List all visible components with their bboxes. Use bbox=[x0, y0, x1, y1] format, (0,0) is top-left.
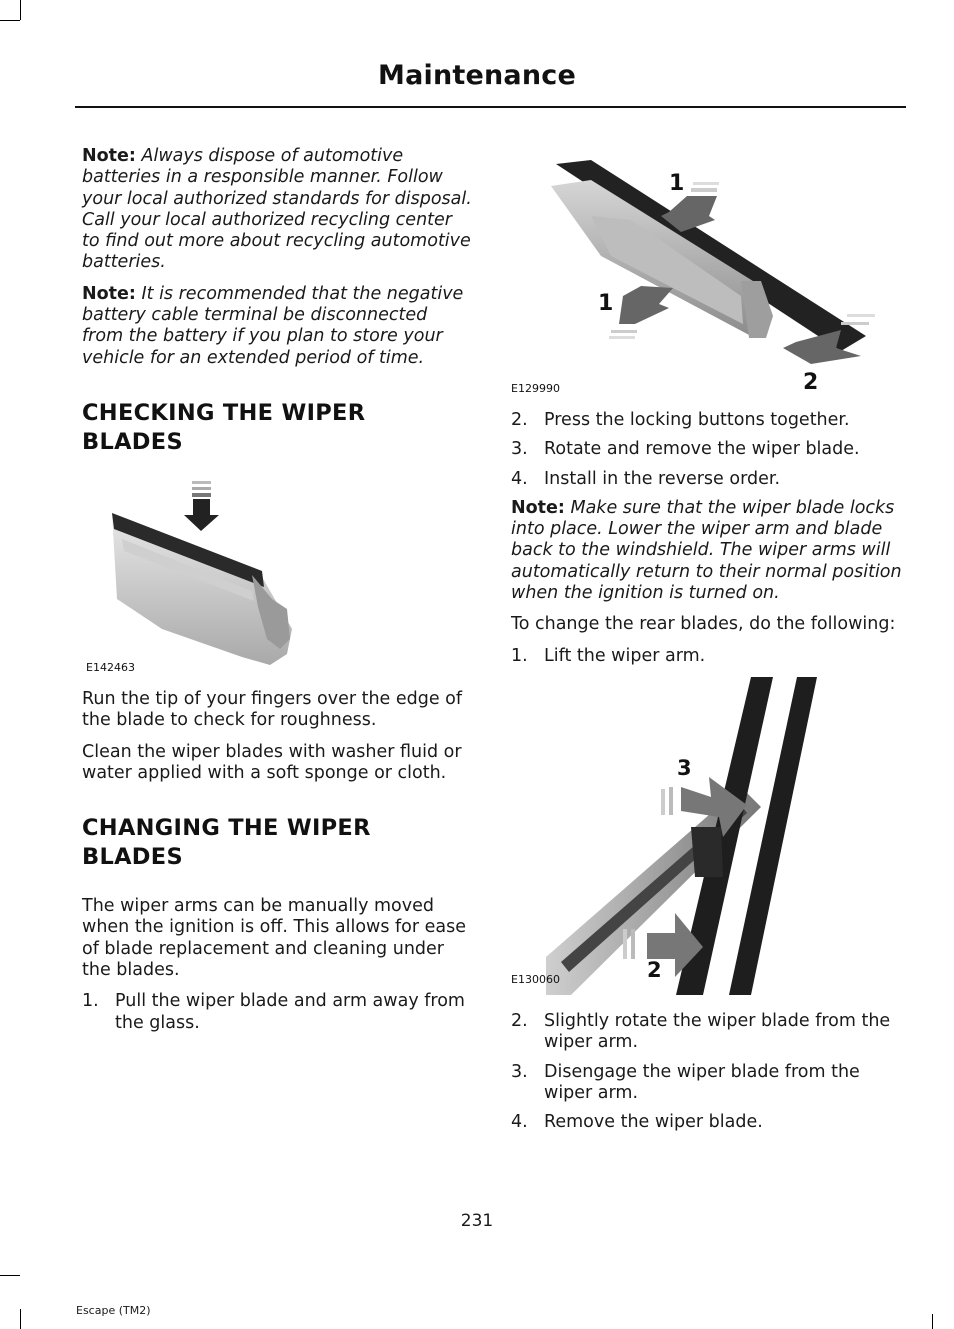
figure-wiper-blade-check bbox=[82, 479, 472, 675]
step-text: Slightly rotate the wiper blade from the wiper arm. bbox=[544, 1010, 891, 1053]
step-number: 2. bbox=[511, 410, 528, 430]
section-heading-changing: CHANGING THE WIPER BLADES bbox=[82, 815, 371, 871]
callout-1: 1 bbox=[598, 291, 614, 316]
list-item bbox=[511, 469, 906, 490]
step-number: 3. bbox=[511, 439, 528, 460]
crop-mark bbox=[0, 20, 20, 21]
list-item bbox=[511, 1062, 906, 1105]
step-number: 4. bbox=[511, 1112, 528, 1133]
step-text: Install in the reverse order. bbox=[544, 468, 781, 489]
figure-code: E129990 bbox=[511, 382, 560, 395]
note-label: Note: bbox=[82, 283, 136, 304]
callout-3: 3 bbox=[677, 755, 692, 780]
step-number: 1. bbox=[511, 645, 528, 666]
step-number: 1. bbox=[82, 991, 99, 1012]
list-item bbox=[511, 1011, 906, 1054]
step-text: Disengage the wiper blade from the wiper arm. bbox=[544, 1061, 860, 1103]
paragraph: The wiper arms can be manually moved when the ignition is off. This allows for ease of blade replacement and cleaning under the blades. bbox=[82, 896, 467, 981]
crop-mark bbox=[932, 1314, 933, 1329]
note-locks bbox=[511, 498, 906, 604]
step-number: 2. bbox=[511, 1010, 528, 1031]
list-item bbox=[82, 991, 472, 1034]
page-number: 231 bbox=[460, 1211, 494, 1231]
step-text: Press the locking buttons together. bbox=[544, 410, 850, 430]
paragraph: Run the tip of your fingers over the edge of the blade to check for roughness. bbox=[82, 688, 463, 731]
step-number: 3. bbox=[511, 1061, 528, 1082]
list-item bbox=[511, 646, 906, 667]
callout-2: 2 bbox=[803, 370, 819, 395]
paragraph: To change the rear blades, do the following: bbox=[511, 614, 896, 635]
figure-code: E142463 bbox=[86, 660, 135, 674]
callout-1: 1 bbox=[669, 171, 685, 196]
paragraph: Clean the wiper blades with washer fluid or water applied with a soft sponge or cloth. bbox=[82, 741, 462, 783]
wiper-blade-illustration bbox=[82, 479, 472, 675]
figure-wiper-locking-buttons bbox=[511, 146, 906, 398]
list-item bbox=[511, 1112, 906, 1133]
figure-rear-wiper bbox=[511, 677, 906, 995]
step-text: Rotate and remove the wiper blade. bbox=[544, 439, 860, 460]
note-disposal bbox=[82, 146, 472, 274]
right-column bbox=[511, 146, 906, 1141]
note-text: Always dispose of automotive batteries in a responsible manner. Follow your local authorized standards for disposal. Call your local authorized recycling center to find out more about recycling automotive batteries. bbox=[82, 146, 472, 273]
note-label: Note: bbox=[511, 497, 565, 518]
step-text: Lift the wiper arm. bbox=[544, 645, 706, 666]
figure-code: E130060 bbox=[511, 972, 560, 986]
list-item bbox=[511, 410, 906, 431]
callout-2: 2 bbox=[647, 957, 662, 982]
step-text: Pull the wiper blade and arm away from the glass. bbox=[115, 991, 465, 1033]
wiper-arm-illustration bbox=[511, 146, 906, 398]
note-text: It is recommended that the negative battery cable terminal be disconnected from the battery if you plan to store your vehicle for an extended period of time. bbox=[82, 283, 464, 368]
footer-model: Escape (TM2) bbox=[76, 1304, 151, 1317]
step-text: Remove the wiper blade. bbox=[544, 1112, 763, 1133]
rear-wiper-illustration bbox=[511, 677, 906, 995]
crop-mark bbox=[20, 0, 21, 20]
left-column bbox=[82, 146, 472, 1042]
section-heading-checking: CHECKING THE WIPER BLADES bbox=[82, 399, 366, 455]
step-number: 4. bbox=[511, 468, 528, 489]
list-item bbox=[511, 439, 906, 460]
header-rule bbox=[75, 106, 906, 108]
crop-mark bbox=[0, 1275, 20, 1276]
note-battery bbox=[82, 284, 472, 369]
note-label: Note: bbox=[82, 146, 136, 166]
crop-mark bbox=[20, 1309, 21, 1329]
note-text: Make sure that the wiper blade locks into place. Lower the wiper arm and blade back to the windshield. The wiper arms will automatically return to their normal position when the ignition is turned on. bbox=[511, 497, 902, 604]
page-title: Maintenance bbox=[378, 60, 576, 91]
